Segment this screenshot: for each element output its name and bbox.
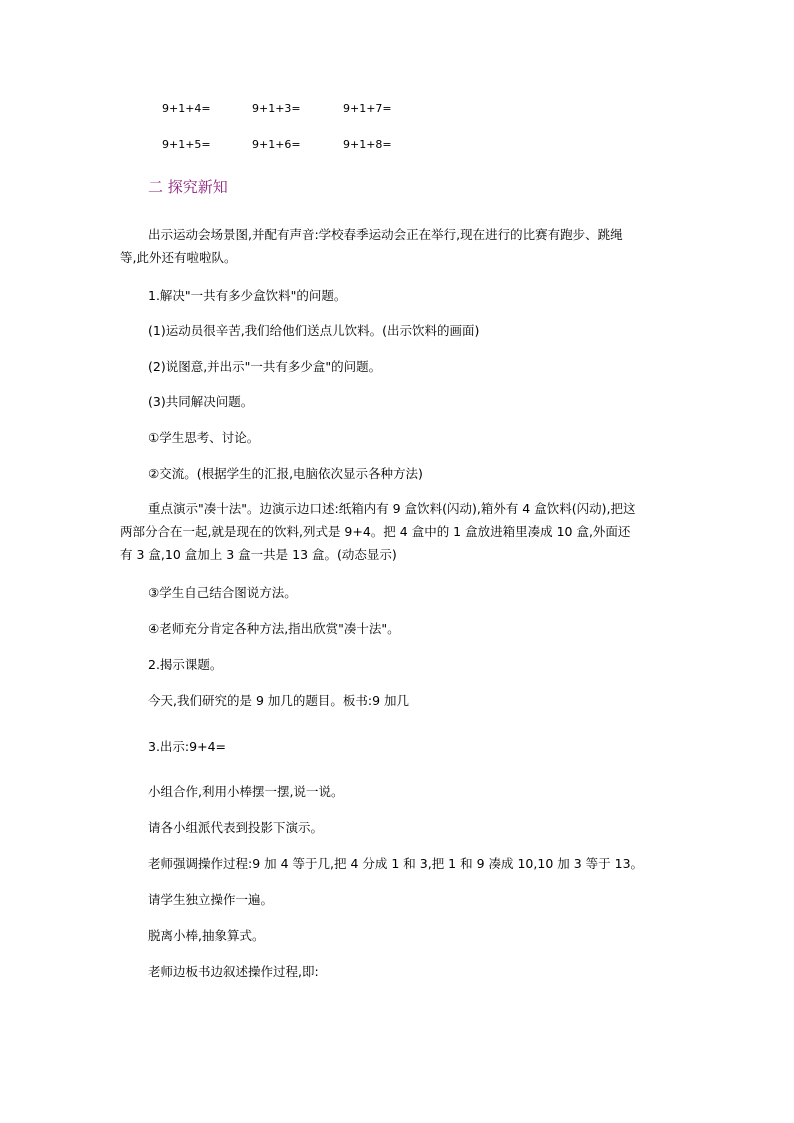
paragraph: ②交流。(根据学生的汇报,电脑依次显示各种方法) [148, 466, 423, 481]
equation: 9+1+3= [252, 102, 301, 115]
equation: 9+1+5= [162, 138, 211, 151]
paragraph: ④老师充分肯定各种方法,指出欣赏"凑十法"。 [148, 621, 400, 636]
paragraph-line: 有 3 盒,10 盒加上 3 盒一共是 13 盒。(动态显示) [120, 547, 397, 562]
paragraph: 脱离小棒,抽象算式。 [148, 928, 265, 943]
equation: 9+1+7= [343, 102, 392, 115]
paragraph: (3)共同解决问题。 [148, 394, 254, 409]
paragraph: ①学生思考、讨论。 [148, 430, 260, 445]
paragraph: 今天,我们研究的是 9 加几的题目。板书:9 加几 [148, 693, 410, 708]
paragraph: 2.揭示课题。 [148, 657, 223, 672]
paragraph [120, 497, 658, 566]
paragraph: 老师边板书边叙述操作过程,即: [148, 964, 319, 979]
paragraph-line: 等,此外还有啦啦队。 [120, 250, 237, 265]
paragraph: 小组合作,利用小棒摆一摆,说一说。 [148, 784, 344, 799]
equation: 9+1+6= [252, 138, 301, 151]
paragraph: 1.解决"一共有多少盒饮料"的问题。 [148, 288, 347, 303]
equation: 9+1+4= [162, 102, 211, 115]
paragraph: 3.出示:9+4= [148, 739, 226, 754]
equation: 9+1+8= [343, 138, 392, 151]
paragraph: (1)运动员很辛苦,我们给他们送点儿饮料。(出示饮料的画面) [148, 323, 480, 338]
paragraph: ③学生自己结合图说方法。 [148, 585, 297, 600]
section-heading: 二 探究新知 [148, 178, 228, 196]
paragraph: 请学生独立操作一遍。 [148, 892, 274, 907]
paragraph-line: 两部分合在一起,就是现在的饮料,列式是 9+4。把 4 盒中的 1 盒放进箱里凑成 10 盒,外面还 [120, 524, 631, 539]
paragraph: 请各小组派代表到投影下演示。 [148, 820, 324, 835]
paragraph: (2)说图意,并出示"一共有多少盒"的问题。 [148, 359, 382, 374]
paragraph [120, 223, 658, 269]
paragraph-line: 重点演示"凑十法"。边演示边口述:纸箱内有 9 盒饮料(闪动),箱外有 4 盒饮料(闪动),把这 [148, 501, 636, 516]
paragraph: 老师强调操作过程:9 加 4 等于几,把 4 分成 1 和 3,把 1 和 9 凑成 10,10 加 3 等于 13。 [148, 856, 644, 871]
paragraph-line: 出示运动会场景图,并配有声音:学校春季运动会正在举行,现在进行的比赛有跑步、跳绳 [148, 227, 623, 242]
